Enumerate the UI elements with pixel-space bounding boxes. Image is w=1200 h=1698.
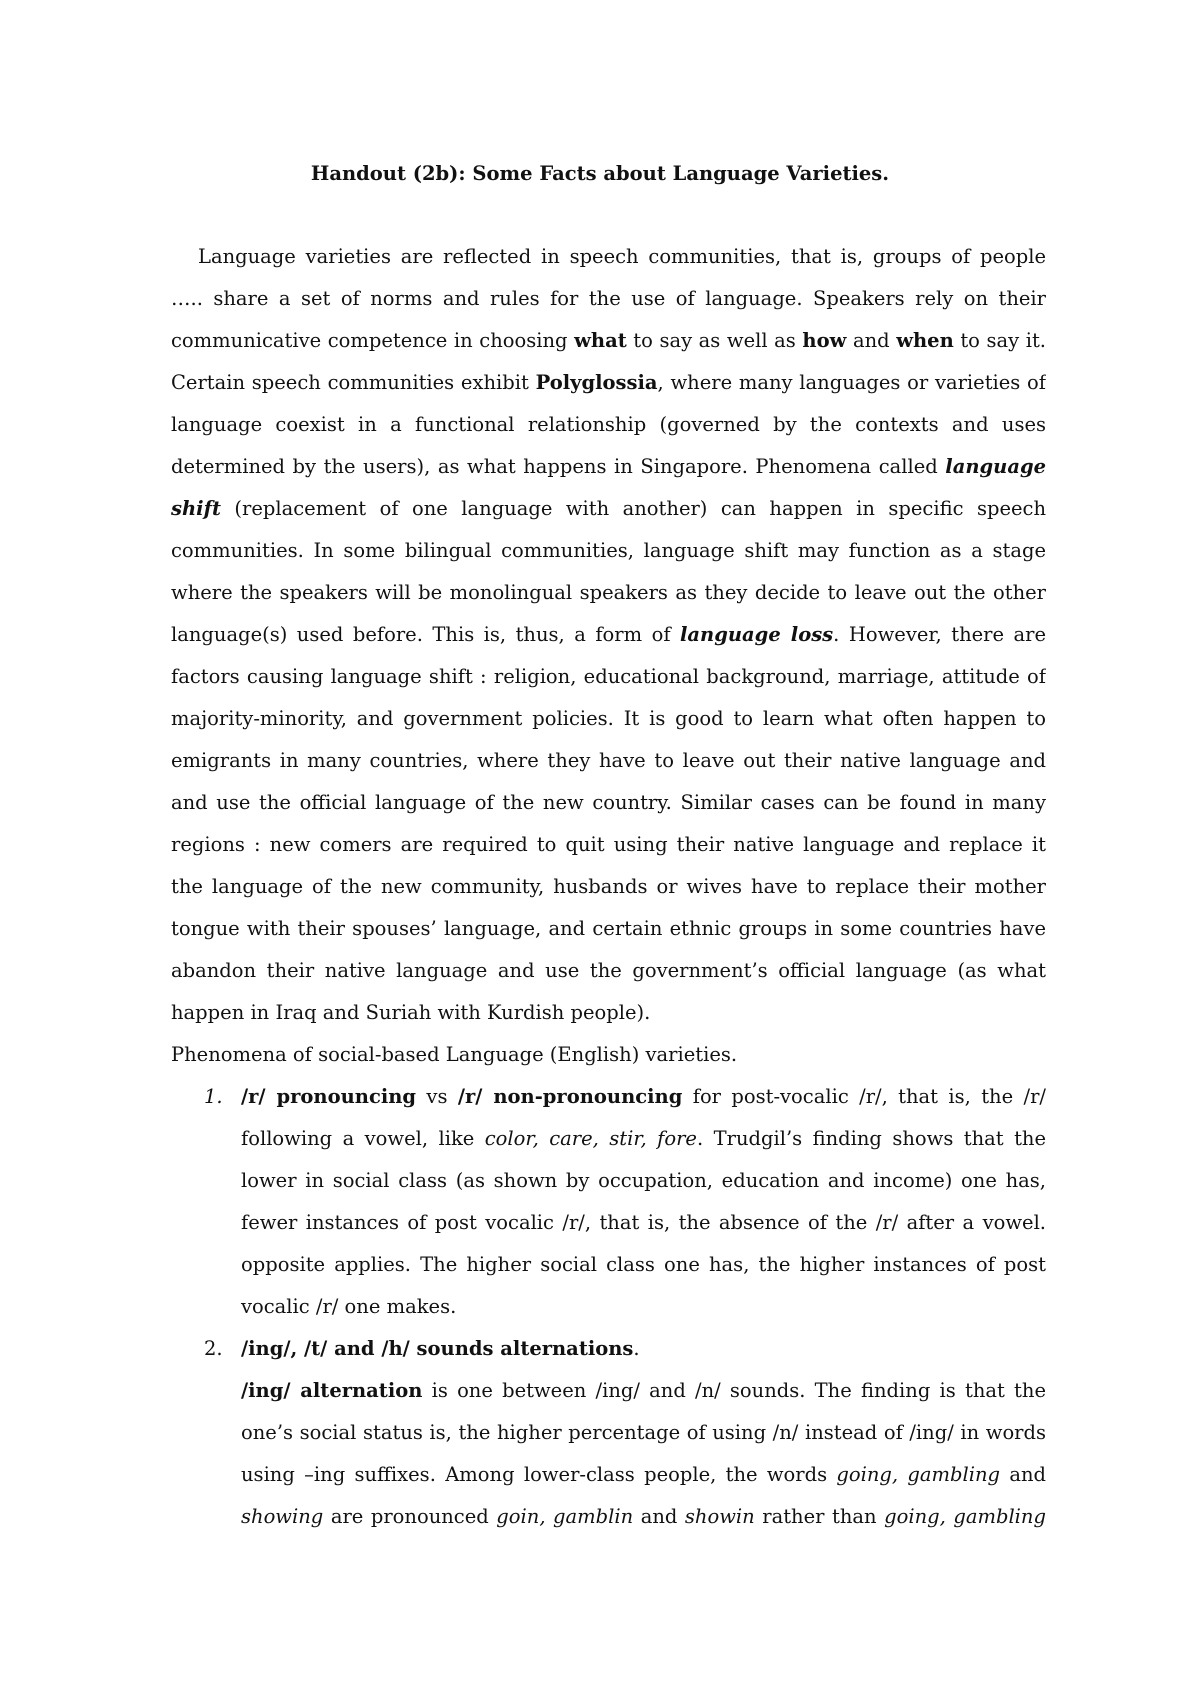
paragraph-line: communities. In some bilingual communities, language shift may function as a stage xyxy=(171,539,1046,562)
list-line: lower in social class (as shown by occupation, education and income) one has, xyxy=(241,1169,1046,1192)
paragraph-line: tongue with their spouses’ language, and certain ethnic groups in some countries have xyxy=(171,917,1046,940)
paragraph-line: ….. share a set of norms and rules for the use of language. Speakers rely on their xyxy=(171,287,1046,310)
paragraph-line: happen in Iraq and Suriah with Kurdish people). xyxy=(171,1001,651,1024)
list-line: one’s social status is, the higher percentage of using /n/ instead of /ing/ in words xyxy=(241,1421,1046,1444)
list-heading: /ing/, /t/ and /h/ sounds alternations. xyxy=(241,1337,640,1360)
emphasis-what: what xyxy=(574,329,627,352)
list-line: fewer instances of post vocalic /r/, that is, the absence of the /r/ after a vowel. xyxy=(241,1211,1046,1234)
document-title: Handout (2b): Some Facts about Language Varieties. xyxy=(310,162,890,185)
paragraph-line: language coexist in a functional relationship (governed by the contexts and uses xyxy=(171,413,1046,436)
paragraph-line: where the speakers will be monolingual speakers as they decide to leave out the other xyxy=(171,581,1046,604)
term-language-shift-cont: shift xyxy=(171,497,221,520)
list-line: opposite applies. The higher social class one has, the higher instances of post xyxy=(241,1253,1046,1276)
paragraph-line: and use the official language of the new country. Similar cases can be found in many xyxy=(171,791,1046,814)
list-line: /ing/ alternation is one between /ing/ and /n/ sounds. The finding is that the xyxy=(241,1379,1046,1402)
emphasis-how: how xyxy=(802,329,847,352)
list-number: 2. xyxy=(204,1337,223,1360)
paragraph-line: Language varieties are reflected in speech communities, that is, groups of people xyxy=(198,245,1046,268)
paragraph-line: abandon their native language and use the government’s official language (as what xyxy=(171,959,1046,982)
paragraph-line: determined by the users), as what happens in Singapore. Phenomena called language xyxy=(171,455,1046,478)
list-line: using –ing suffixes. Among lower-class people, the words going, gambling and xyxy=(241,1463,1046,1486)
section-intro: Phenomena of social-based Language (English) varieties. xyxy=(171,1043,738,1066)
list-line: showing are pronounced goin, gamblin and showin rather than going, gambling xyxy=(241,1505,1046,1528)
emphasis-when: when xyxy=(896,329,954,352)
list-line: following a vowel, like color, care, stir, fore. Trudgil’s finding shows that the xyxy=(241,1127,1046,1150)
paragraph-line: shift (replacement of one language with another) can happen in specific speech xyxy=(171,497,1046,520)
example-words: color, care, stir, fore xyxy=(484,1127,697,1150)
paragraph-line: factors causing language shift : religion, educational background, marriage, attitude of xyxy=(171,665,1046,688)
paragraph-line: regions : new comers are required to quit using their native language and replace it xyxy=(171,833,1046,856)
paragraph-line: communicative competence in choosing what to say as well as how and when to say it. xyxy=(171,329,1046,352)
list-line: /r/ pronouncing vs /r/ non-pronouncing for post-vocalic /r/, that is, the /r/ xyxy=(241,1085,1046,1108)
list-number: 1. xyxy=(204,1085,223,1108)
term-language-shift: language xyxy=(945,455,1046,478)
list-line: vocalic /r/ one makes. xyxy=(241,1295,457,1318)
paragraph-line: the language of the new community, husbands or wives have to replace their mother xyxy=(171,875,1046,898)
paragraph-line: emigrants in many countries, where they have to leave out their native language and xyxy=(171,749,1046,772)
term-language-loss: language loss xyxy=(680,623,834,646)
paragraph-line: Certain speech communities exhibit Polyglossia, where many languages or varieties of xyxy=(171,371,1046,394)
paragraph-line: language(s) used before. This is, thus, a form of language loss. However, there are xyxy=(171,623,1046,646)
paragraph-line: majority-minority, and government policies. It is good to learn what often happen to xyxy=(171,707,1046,730)
term-polyglossia: Polyglossia xyxy=(535,371,658,394)
